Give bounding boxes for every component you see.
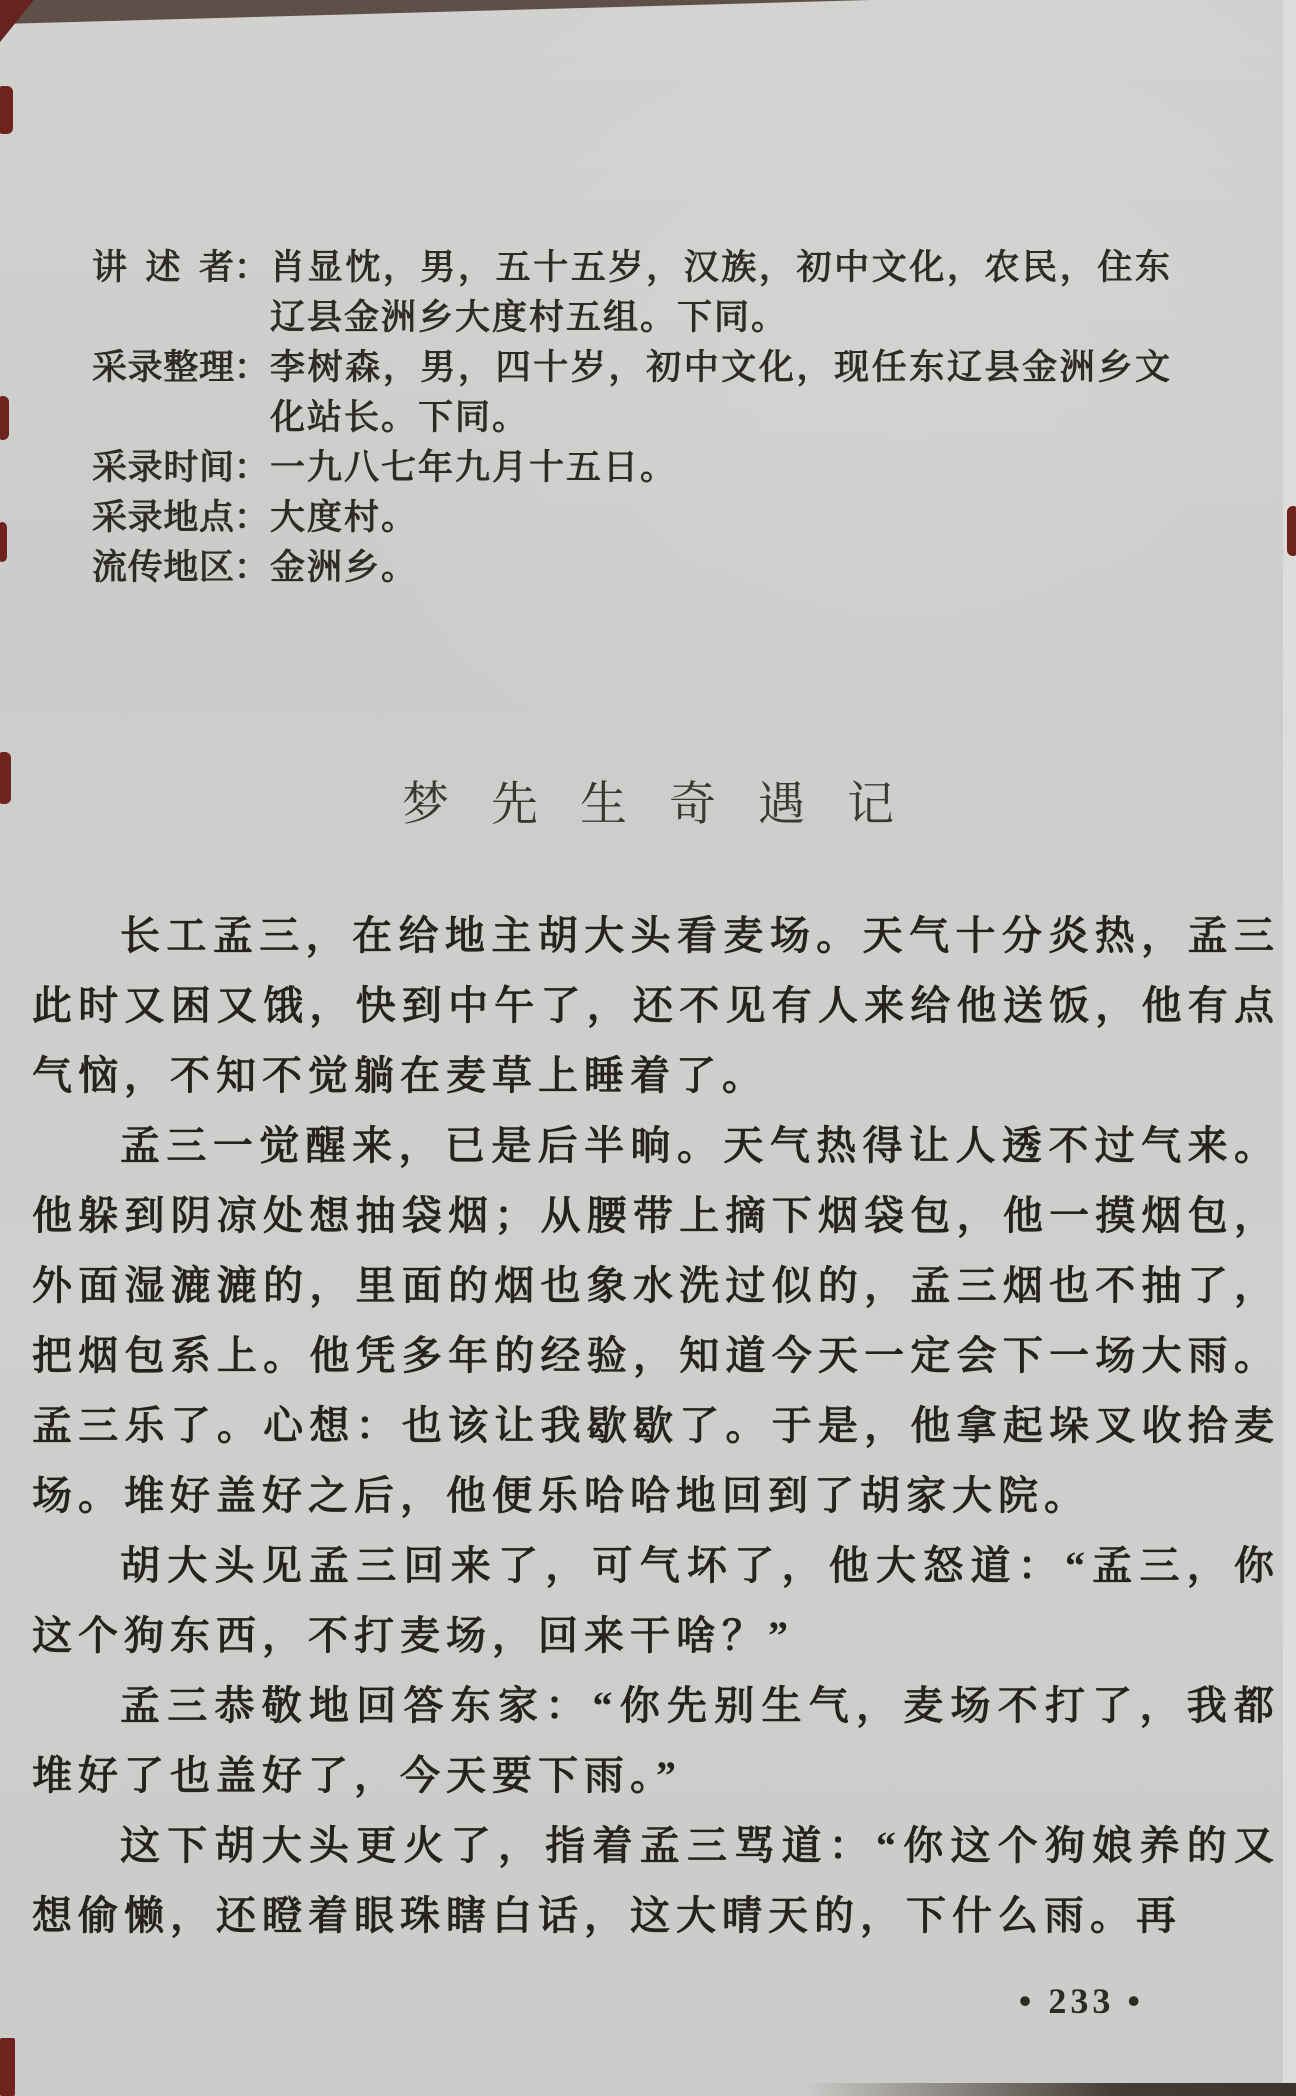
story-body	[32, 901, 1280, 1951]
meta-label: 讲述者	[92, 248, 234, 287]
scan-artifact	[0, 0, 34, 42]
meta-colon: ：	[234, 548, 270, 587]
scan-artifact	[0, 522, 7, 562]
meta-colon: ：	[234, 498, 270, 537]
meta-row-narrator	[92, 243, 1196, 343]
meta-colon: ：	[234, 348, 270, 387]
meta-value: 一九八七年九月十五日。	[270, 448, 678, 487]
page-number: • 233 •	[1018, 1981, 1144, 2021]
scan-artifact	[1287, 506, 1296, 556]
meta-label: 流传地区	[92, 548, 234, 587]
story-paragraph: 这下胡大头更火了，指着孟三骂道：“你这个狗娘养的又想偷懒，还瞪着眼珠瞎白话，这大晴天的，下什么雨。再	[32, 1823, 1280, 1938]
meta-row-record-time	[92, 443, 1196, 493]
meta-row-record-place	[92, 493, 1196, 543]
scan-artifact	[0, 86, 13, 134]
meta-value: 大度村。	[270, 498, 419, 537]
scan-edge-bottom	[0, 2083, 1296, 2096]
story-title: 梦先生奇遇记	[402, 779, 936, 831]
story-metadata	[92, 243, 1196, 593]
meta-value: 金洲乡。	[270, 548, 419, 587]
scan-artifact	[0, 396, 9, 440]
story-paragraph: 胡大头见孟三回来了，可气坏了，他大怒道：“孟三，你这个狗东西，不打麦场，回来干啥？”	[32, 1543, 1280, 1658]
meta-row-recorder	[92, 343, 1196, 443]
meta-label: 采录时间	[92, 448, 234, 487]
meta-colon: ：	[234, 248, 270, 287]
story-paragraph: 孟三一觉醒来，已是后半晌。天气热得让人透不过气来。他躲到阴凉处想抽袋烟；从腰带上摘下烟袋包，他一摸烟包，外面湿漉漉的，里面的烟也象水洗过似的，孟三烟也不抽了，把烟包系上。他凭多年的经验，知道今天一定会下一场大雨。孟三乐了。心想：也该让我歇歇了。于是，他拿起垛叉收拾麦场。堆好盖好之后，他便乐哈哈地回到了胡家大院。	[32, 1123, 1280, 1518]
story-paragraph: 长工孟三，在给地主胡大头看麦场。天气十分炎热，孟三此时又困又饿，快到中午了，还不见有人来给他送饭，他有点气恼，不知不觉躺在麦草上睡着了。	[32, 913, 1280, 1098]
meta-label: 采录整理	[92, 348, 234, 387]
scan-edge-right	[1283, 0, 1296, 2096]
meta-value: 李树森，男，四十岁，初中文化，现任东辽县金洲乡文化站长。下同。	[270, 348, 1172, 437]
scan-artifact	[0, 2038, 15, 2096]
meta-row-spread-area	[92, 543, 1196, 593]
scan-edge-top	[0, 0, 870, 24]
story-paragraph: 孟三恭敬地回答东家：“你先别生气，麦场不打了，我都堆好了也盖好了，今天要下雨。”	[32, 1683, 1280, 1798]
meta-value: 肖显忱，男，五十五岁，汉族，初中文化，农民，住东辽县金洲乡大度村五组。下同。	[270, 248, 1172, 337]
meta-colon: ：	[234, 448, 270, 487]
meta-label: 采录地点	[92, 498, 234, 537]
